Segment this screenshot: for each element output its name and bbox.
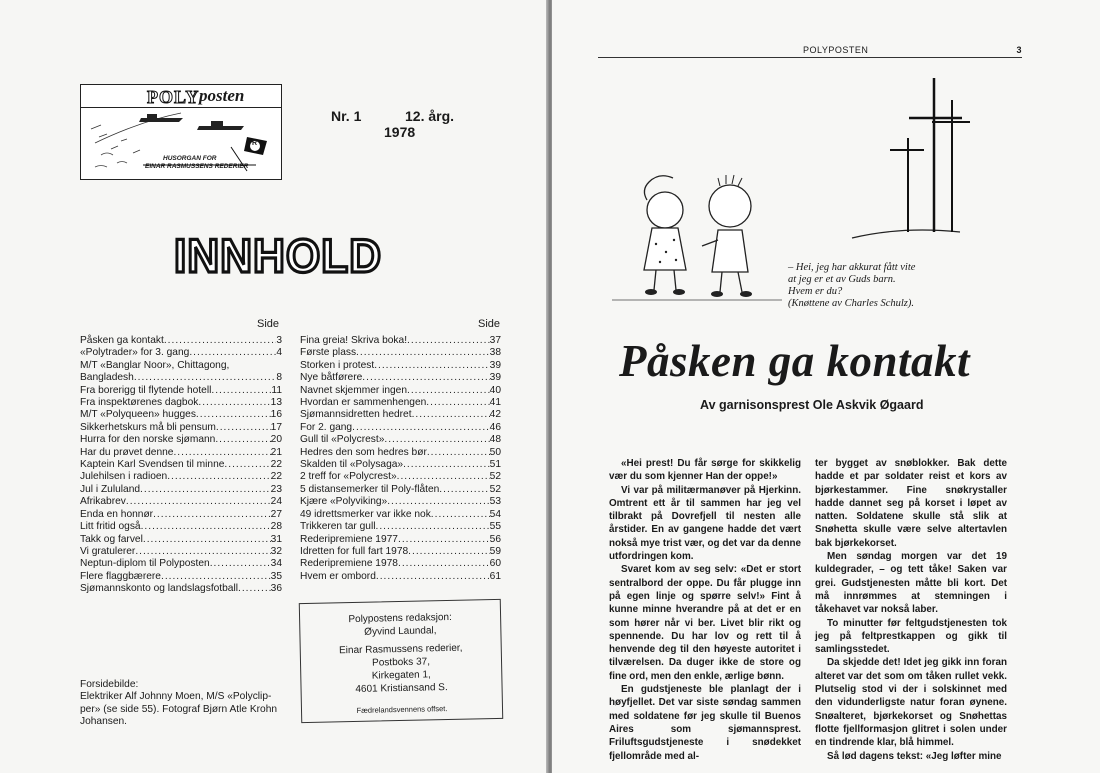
toc-entry [300, 385, 501, 397]
toc-entry-page: 61 [489, 570, 501, 582]
toc-entry-title: Påsken ga kontakt [80, 335, 164, 346]
redaction-line4: Postboks 37, [372, 656, 431, 669]
article-column-1 [609, 457, 801, 763]
toc-entry [300, 360, 501, 372]
toc-dot-leader [167, 471, 270, 483]
toc-entry-title: Hvordan er sammenhengen [300, 397, 427, 409]
redaction-line3: Einar Rasmussens rederier, [338, 642, 463, 657]
article-column-2 [815, 457, 1007, 763]
toc-entry-page: 21 [270, 446, 282, 458]
toc-entry-title: Sjømannsidretten hedret [300, 409, 412, 421]
toc-entry [300, 496, 501, 508]
toc-dot-leader [407, 335, 490, 347]
toc-entry [80, 360, 282, 372]
toc-entry-page: 54 [489, 508, 501, 520]
article-paragraph: ter bygget av snøblokker. Bak dette hadde et par soldater reist et kors av bjørkestammer. Fine snøkrystaller hadde dannet seg på korset i løpet av natten. Soldatene skulle stå slik at Snøhetta skulle være selve altertavlen bak bjørkekorset. [815, 458, 1007, 549]
toc-entry [300, 471, 501, 483]
toc-entry-title: Navnet skjemmer ingen [300, 384, 408, 396]
article-paragraph: «Hei prest! Du får sørge for skikkelig vær du som kjenner Han der oppe!» [609, 458, 801, 483]
toc-entry-title: M/T «Banglar Noor», Chittagong, [80, 359, 230, 371]
toc-entry-page: 55 [489, 521, 501, 533]
toc-entry-page: 4 [276, 347, 282, 359]
toc-entry [300, 571, 501, 583]
toc-entry-page: 37 [489, 335, 501, 346]
toc-entry [80, 372, 282, 384]
redaction-line1: Polypostens redaksjon: [348, 611, 452, 626]
toc-entry-title: Litt fritid også [80, 521, 141, 533]
toc-entry-page: 16 [270, 409, 282, 421]
toc-dot-leader [431, 509, 490, 521]
toc-entry [300, 397, 501, 409]
masthead-subtitle-line1: HUSORGAN FOR [163, 155, 217, 162]
toc-entry-title: 2 treff for «Polycrest» [300, 471, 397, 483]
toc-dot-leader [384, 434, 489, 446]
toc-entry-page: 52 [489, 483, 501, 495]
toc-entry [300, 422, 501, 434]
toc-dot-leader [376, 571, 490, 583]
article-paragraph: Da skjedde det! Idet jeg gikk inn foran alteret var det som om tåken rullet vekk. Plutselig stod vi der i solskinnet med den vidunderligste natur foran øynene. Snøalteret, bjørkekorset og Snøhettas flotte fjellformasjon glitret i solen under en tindrende klar, blå himmel. [815, 657, 1007, 749]
redaction-line6: 4601 Kristiansand S. [355, 682, 448, 695]
toc-entry-title: Idretten for full fart 1978 [300, 545, 409, 557]
redaction-line2: Øyvind Laundal, [364, 625, 437, 638]
toc-entry-page: 51 [489, 459, 501, 471]
article-paragraph: Så lød dagens tekst: «Jeg løfter mine [827, 750, 1002, 762]
toc-entry-page: 53 [489, 496, 501, 508]
toc-entry [80, 335, 282, 347]
toc-entry-page: 42 [489, 409, 501, 421]
toc-entry-title: Fina greia! Skriva boka! [300, 335, 408, 346]
toc-entry-page: 20 [270, 434, 282, 446]
toc-entry [300, 347, 501, 359]
toc-entry [80, 447, 282, 459]
toc-dot-leader [427, 447, 490, 459]
toc-entry [300, 546, 501, 558]
toc-entry [300, 372, 501, 384]
redaction-box [299, 599, 503, 723]
toc-entry-page: 48 [489, 434, 501, 446]
toc-entry-page: 8 [276, 372, 282, 384]
right-page [552, 0, 1100, 773]
printer-credit: Fædrelandsvennens offset. [356, 704, 448, 715]
toc-entry-title: M/T «Polyqueen» hugges [80, 409, 196, 421]
article-paragraph: To minutter før feltgudstjenesten tok jeg på feltprestkappen og gikk til samlingsstedet. [815, 617, 1007, 656]
toc-entry-page: 41 [489, 397, 501, 409]
toc-entry-page: 13 [270, 397, 282, 409]
toc-entry-title: Takk og farvel [80, 533, 143, 545]
toc-dot-leader [210, 558, 271, 570]
toc-entry-page: 39 [489, 372, 501, 384]
toc-entry-page: 52 [489, 471, 501, 483]
toc-entry-title: Flere flaggbærere [80, 570, 161, 582]
toc-dot-leader [376, 521, 490, 533]
toc-entry-title: Første plass [300, 347, 357, 359]
toc-dot-leader [224, 459, 270, 471]
toc-entry-page: 27 [270, 508, 282, 520]
toc-entry [80, 583, 282, 595]
toc-dot-leader [238, 583, 271, 595]
toc-entry-page: 35 [270, 570, 282, 582]
toc-entry [300, 534, 501, 546]
toc-dot-leader [215, 434, 270, 446]
toc-entry-title: 49 idrettsmerker var ikke nok [300, 508, 431, 520]
toc-entry [300, 459, 501, 471]
toc-entry-title: Trikkeren tar gull [300, 521, 376, 533]
issue-number: Nr. 1 [331, 108, 362, 124]
toc-entry-page: 46 [489, 421, 501, 433]
toc-entry-page: 59 [489, 545, 501, 557]
innhold-heading-text: INNHOLD [174, 232, 382, 282]
toc-entry [80, 422, 282, 434]
toc-entry-page: 36 [270, 583, 282, 595]
toc-dot-leader [352, 422, 490, 434]
toc-right-side-label: Side [478, 318, 501, 330]
cartoon-caption [788, 262, 915, 310]
toc-entry-title: Kaptein Karl Svendsen til minne [80, 459, 225, 471]
toc-entry [80, 484, 282, 496]
toc-entry [80, 534, 282, 546]
caption-line4: (Knøttene av Charles Schulz). [788, 298, 914, 309]
toc-entry-page: 56 [489, 533, 501, 545]
toc-dot-leader [403, 459, 490, 471]
toc-dot-leader [135, 546, 270, 558]
toc-entry-title: Neptun-diplom til Polyposten [80, 558, 210, 570]
toc-entry-page: 22 [270, 471, 282, 483]
toc-dot-leader [356, 347, 490, 359]
toc-entry [80, 571, 282, 583]
toc-dot-leader [407, 385, 490, 397]
toc-entry-page: 34 [270, 558, 282, 570]
running-head-title: POLYPOSTEN [803, 45, 869, 55]
toc-entry-title: Bangladesh [80, 372, 134, 384]
toc-entry [80, 496, 282, 508]
toc-entry-page: 28 [270, 521, 282, 533]
toc-entry-title: Kjære «Polyviking» [300, 496, 388, 508]
toc-dot-leader [362, 372, 489, 384]
toc-left-side-label: Side [257, 318, 280, 330]
toc-entry-page: 60 [489, 558, 501, 570]
toc-left-column [80, 335, 282, 596]
toc-dot-leader [387, 496, 489, 508]
masthead-logo-script: posten [199, 86, 245, 105]
toc-entry-title: Julehilsen i radioen [80, 471, 168, 483]
toc-dot-leader [189, 347, 276, 359]
article-paragraph: Men søndag morgen var det 19 kuldegrader, – og tett tåke! Saken var grei. Gudstjenesten måtte bli kort. Det må innrømmes at stemningen i tåkehavet var nokså laber. [815, 551, 1007, 616]
toc-dot-leader [173, 447, 270, 459]
toc-dot-leader [134, 372, 277, 384]
toc-entry [80, 459, 282, 471]
caption-line2: at jeg er et av Guds barn. [788, 274, 896, 285]
redaction-line5: Kirkegaten 1, [371, 669, 431, 682]
cover-text: Elektriker Alf Johnny Moen, M/S «Polyclip-per» (se side 55). Fotograf Bjørn Atle Krohn Johansen. [80, 691, 278, 728]
toc-entry-page: 3 [276, 335, 282, 346]
cover-credit [80, 679, 290, 729]
toc-dot-leader [140, 484, 271, 496]
toc-entry [80, 397, 282, 409]
article-paragraph: Svaret kom av seg selv: «Det er stort sentralbord der oppe. Du får plugge inn på egen linje og spørre selv!» Fint å kunne minne hverandre på at det er en som hører når vi ber. Livet blir rikt og spennende. Du har lov og rett til å henvende deg til den høyeste autoritet i tilværelsen. Da duger ikke de store og fine ord, men den enkle, ærlige bønn. [609, 564, 801, 682]
caption-line1: – Hei, jeg har akkurat fått vite [788, 262, 916, 273]
toc-dot-leader [153, 509, 271, 521]
toc-entry-title: Jul i Zululand [80, 483, 141, 495]
toc-entry-title: Hedres den som hedres bør [300, 446, 427, 458]
article-paragraph: En gudstjeneste ble planlagt der i høyfjellet. Det var siste søndag sammen med soldatene før jeg skulle til Buenos Aires som sjømannsprest. Friluftsgudstjeneste i snødekket fjellområde med al- [609, 684, 801, 762]
toc-entry [80, 521, 282, 533]
toc-entry-title: Nye båtførere [300, 372, 363, 384]
toc-entry [300, 434, 501, 446]
toc-dot-leader [398, 534, 490, 546]
cover-label: Forsidebilde: [80, 679, 139, 690]
toc-entry-page: 50 [489, 446, 501, 458]
article-byline: Av garnisonsprest Ole Askvik Øgaard [700, 398, 924, 412]
toc-entry [300, 409, 501, 421]
toc-entry-title: Afrikabrev [80, 496, 126, 508]
toc-entry [80, 558, 282, 570]
toc-entry-title: Fra inspektørenes dagbok [80, 397, 199, 409]
toc-entry [80, 409, 282, 421]
toc-entry [300, 335, 501, 347]
toc-entry-title: Sjømannskonto og landslagsfotball [80, 583, 239, 595]
toc-entry [300, 447, 501, 459]
masthead-logo-word: POLY [147, 87, 200, 107]
toc-entry-title: Rederipremiene 1978 [300, 558, 398, 570]
toc-entry-page: 39 [489, 359, 501, 371]
toc-entry-page: 31 [270, 533, 282, 545]
toc-entry [80, 347, 282, 359]
toc-dot-leader [408, 546, 489, 558]
toc-dot-leader [143, 534, 271, 546]
toc-entry-title: For 2. gang [300, 421, 353, 433]
toc-entry-title: Vi gratulerer [80, 545, 136, 557]
page-number: 3 [1016, 45, 1022, 55]
toc-entry-title: Skalden til «Polysaga» [300, 459, 404, 471]
toc-dot-leader [412, 409, 490, 421]
toc-entry-page: 22 [270, 459, 282, 471]
polyposten-masthead [80, 84, 282, 180]
toc-entry [80, 471, 282, 483]
toc-entry [300, 509, 501, 521]
toc-dot-leader [164, 335, 277, 347]
toc-dot-leader [426, 397, 489, 409]
toc-dot-leader [216, 422, 271, 434]
toc-dot-leader [439, 484, 489, 496]
toc-entry [80, 509, 282, 521]
issue-year: 1978 [384, 124, 416, 140]
volume: 12. årg. [405, 108, 455, 124]
toc-entry-title: Sikkerhetskurs må bli pensum [80, 421, 216, 433]
toc-right-column [300, 335, 501, 583]
toc-dot-leader [126, 496, 271, 508]
toc-entry-title: Har du prøvet denne [80, 446, 174, 458]
toc-dot-leader [161, 571, 271, 583]
toc-entry-page: 40 [489, 384, 501, 396]
article-paragraph: Vi var på militærmanøver på Hjerkinn. Omtrent ett år til sammen har jeg vel tilbrakt på Dovrefjell til nesten alle årstider. En av gangene hadde det vært nokså mye trist vær, og det var da denne utfordringen kom. [609, 484, 801, 563]
masthead-subtitle-line2: EINAR RASMUSSENS REDERIER [145, 163, 249, 170]
toc-dot-leader [198, 397, 270, 409]
innhold-heading [174, 232, 384, 282]
toc-entry-page: 23 [270, 483, 282, 495]
toc-entry [300, 521, 501, 533]
toc-dot-leader [229, 360, 282, 372]
toc-entry-title: Hurra for den norske sjømann [80, 434, 216, 446]
toc-entry-title: Storken i protest [300, 359, 375, 371]
article-title: Påsken ga kontakt [619, 336, 971, 386]
toc-entry-page: 24 [270, 496, 282, 508]
left-page [0, 0, 548, 773]
toc-entry-title: 5 distansemerker til Poly-flåten [300, 483, 440, 495]
toc-entry-page: 17 [270, 421, 282, 433]
toc-dot-leader [196, 409, 271, 421]
toc-dot-leader [397, 471, 490, 483]
toc-entry-title: Fra borerigg til flytende hotell [80, 384, 212, 396]
caption-line3: Hvem er du? [788, 286, 843, 297]
masthead-flag-letter: R [252, 140, 258, 147]
toc-entry [80, 385, 282, 397]
toc-dot-leader [374, 360, 489, 372]
toc-dot-leader [211, 385, 271, 397]
toc-entry-title: Gull til «Polycrest» [300, 434, 385, 446]
toc-entry [300, 558, 501, 570]
toc-entry-page: 32 [270, 545, 282, 557]
toc-entry [80, 546, 282, 558]
toc-dot-leader [398, 558, 490, 570]
toc-dot-leader [141, 521, 271, 533]
toc-entry-title: Enda en honnør [80, 508, 154, 520]
masthead-subtitle [145, 155, 248, 171]
toc-entry-title: Hvem er ombord [300, 570, 376, 582]
toc-entry-title: «Polytrader» for 3. gang [80, 347, 190, 359]
toc-entry-page: 38 [489, 347, 501, 359]
toc-entry-page: 11 [271, 384, 282, 396]
toc-entry [80, 434, 282, 446]
toc-entry [300, 484, 501, 496]
toc-entry-title: Rederipremiene 1977 [300, 533, 398, 545]
